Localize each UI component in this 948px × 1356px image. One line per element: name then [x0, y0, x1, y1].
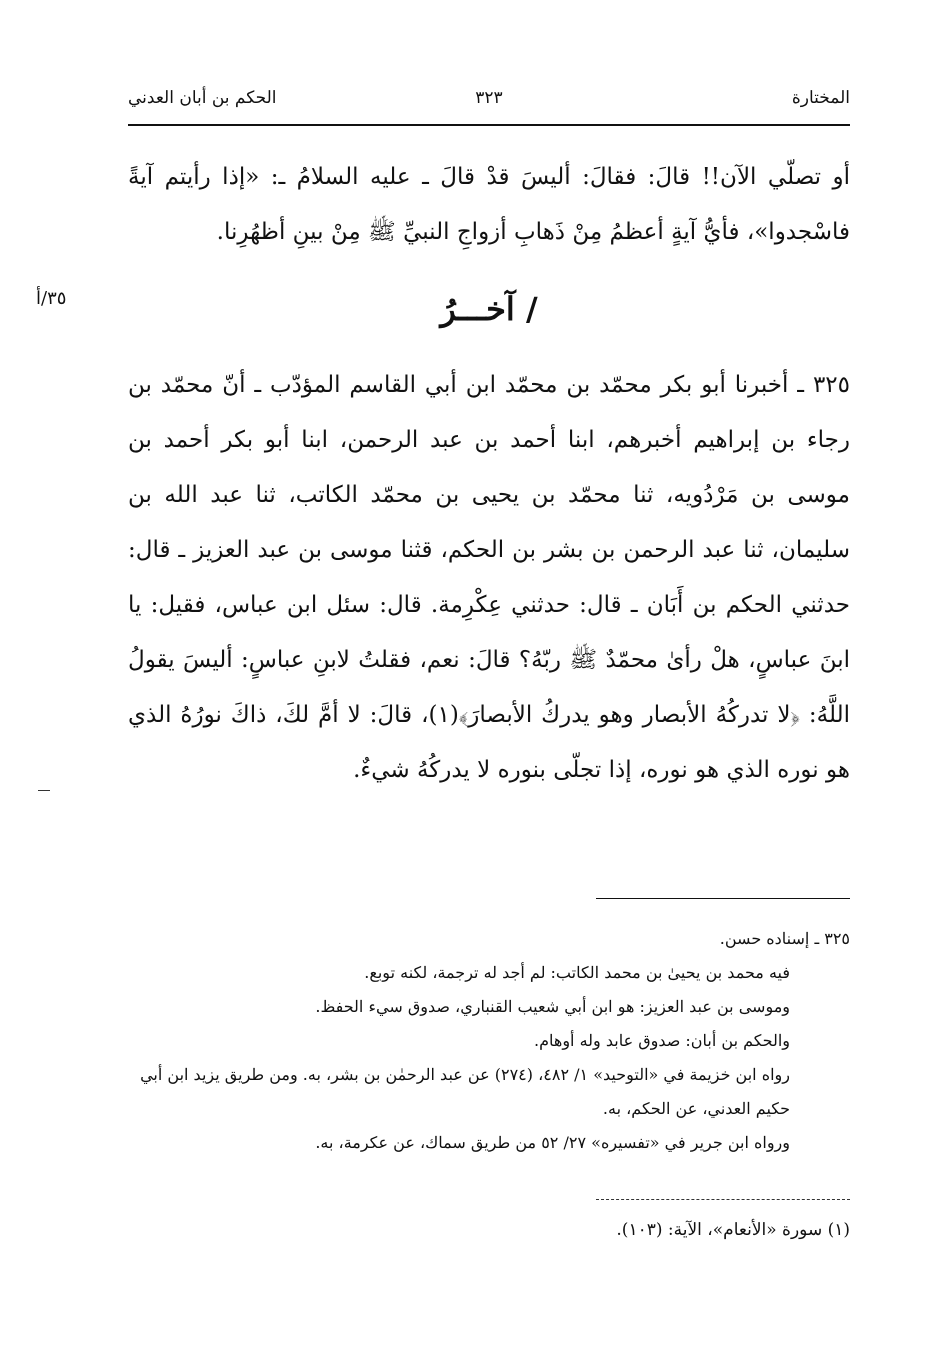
notes-divider [596, 898, 850, 899]
note-line: وموسى بن عبد العزيز: هو ابن أبي شعيب القنباري، صدوق سيء الحفظ. [315, 997, 790, 1016]
commentary-notes [128, 922, 850, 1160]
page-header [128, 82, 850, 116]
page-number: ٣٢٣ [475, 88, 503, 108]
note-line: والحكم بن أبان: صدوق عابد وله أوهام. [534, 1031, 790, 1050]
note-line: ٣٢٥ ـ إسناده حسن. [719, 929, 850, 948]
note-line: ورواه ابن جرير في «تفسيره» ٢٧/ ٥٢ من طريق سماك، عن عكرمة، به. [315, 1133, 790, 1152]
header-book-title: المختارة [791, 88, 850, 108]
header-divider [128, 124, 850, 126]
note-line: رواه ابن خزيمة في «التوحيد» ١/ ٤٨٢، (٢٧٤) عن عبد الرحمٰن بن بشر، به. ومن طريق يزيد ابن أبي حكيم العدني، عن الحكم، به. [140, 1065, 790, 1118]
hadith-paragraph: ٣٢٥ ـ أخبرنا أبو بكر محمّد بن محمّد ابن أبي القاسم المؤدّب ـ أنّ محمّد بن رجاء بن إبراهيم أخبرهم، ابنا أحمد بن عبد الرحمن، ابنا أبو بكر أحمد بن موسى بن مَرْدُويه، ثنا محمّد بن يحيى بن محمّد الكاتب، ثنا عبد الله بن سليمان، ثنا عبد الرحمن بن بشر بن الحكم، قثنا موسى بن عبد العزيز ـ قال: حدثني الحكم بن أَبَان ـ قال: حدثني عِكْرِمة. قال: سئل ابن عباس، فقيل: يا ابنَ عباسٍ، هلْ رأىٰ محمّدٌ ﷺ ربّهُ؟ قالَ: نعم، فقلتُ لابنِ عباسٍ: أليسَ يقولُ اللَّهُ: ﴿لا تدركُهُ الأبصار وهو يدركُ الأبصارَ﴾(١)، قالَ: لا أمَّ لكَ، ذاكَ نورُهُ الذي هو نوره الذي هو نوره، إذا تجلّى بنوره لا يدركُهُ شيءٌ. [128, 372, 850, 783]
footnote-divider [596, 1199, 850, 1200]
margin-mark [38, 790, 50, 791]
paragraph-continuation: أو تصلّي الآن!! قالَ: فقالَ: أليسَ قدْ قالَ ـ عليه السلامُ ـ: «إذا رأيتم آيةً فاسْجدوا»، فأيُّ آيةٍ أعظمُ مِنْ ذَهابِ أزواجِ النبيِّ ﷺ مِنْ بينِ أظهُرِنا. [128, 164, 850, 245]
manuscript-folio-note: ٣٥/أ [36, 288, 67, 309]
header-chapter-title: الحكم بن أبان العدني [128, 88, 277, 108]
footnote: (١) سورة «الأنعام»، الآية: (١٠٣). [616, 1220, 850, 1240]
section-heading: / آخـــرُ [440, 290, 538, 328]
note-line: فيه محمد بن يحيىٰ بن محمد الكاتب: لم أجد له ترجمة، لكنه توبع. [364, 963, 790, 982]
